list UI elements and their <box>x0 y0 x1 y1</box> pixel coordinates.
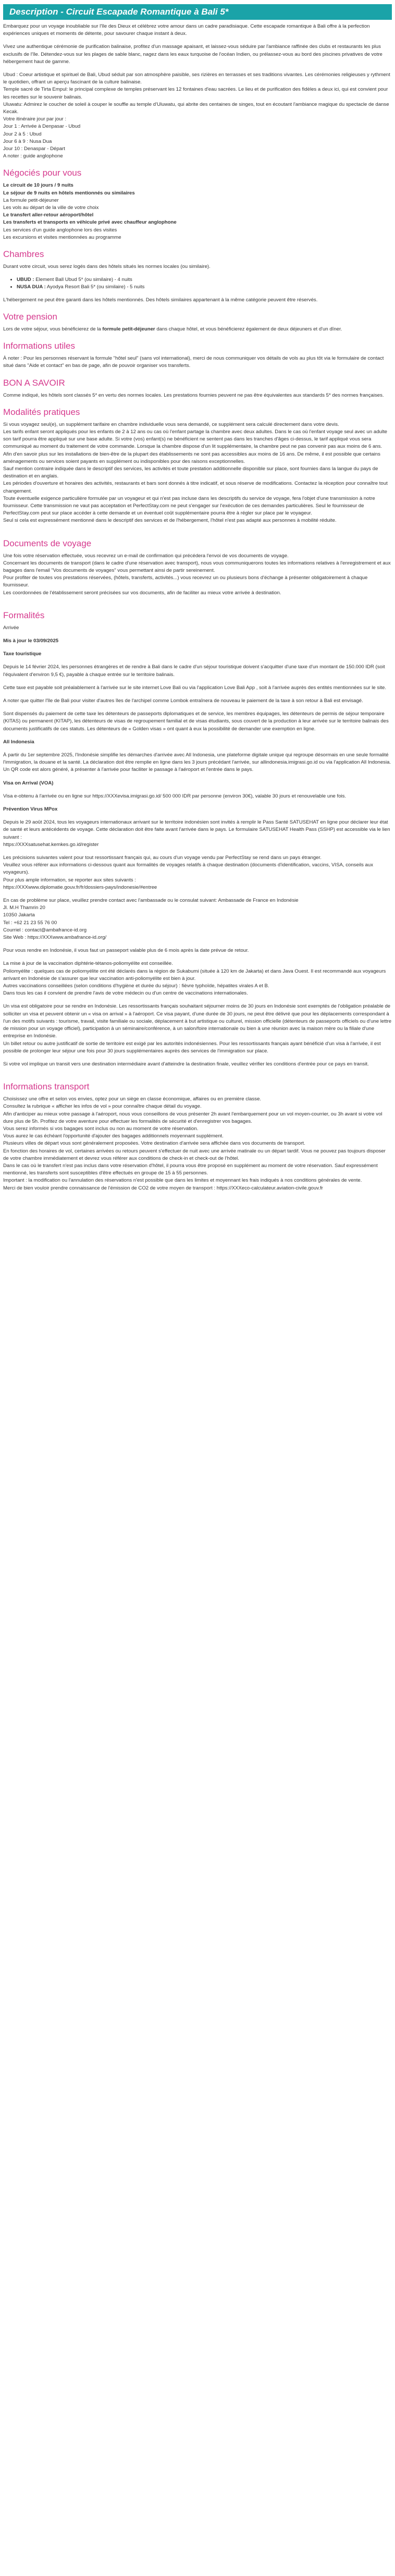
documents-heading: Documents de voyage <box>3 538 92 548</box>
itinerary-day-6-9: Jour 6 à 9 : Nusa Dua <box>3 138 52 144</box>
formalites-paragraph: Un visa est obligatoire pour se rendre en Indonésie. Les ressortissants français souhaitant séjourner moins de 30 jours en Indonésie sont exemptés de l'obligation préalable de solliciter un visa et peuvent obtenir un « visa on arrival » à l'aéroport. Ce visa payant, d'une durée de 30 jours, ne peut être délivré que pour les déplacements correspondant à l'un des motifs suivants : tourisme, travail, visite familiale ou sociale, déplacement à but artistique ou culturel, mission officielle (détenteurs de passeports officiels ou d'une lettre de mission pour un voyage officiel), participation à un séminaire/conférence, à un salon/foire internationale ou bien à une réunion avec la maison mère ou la filiale d'une entreprise en Indonésie. <box>3 1003 392 1039</box>
included-item: Le séjour de 9 nuits en hôtels mentionnés ou similaires <box>3 190 135 196</box>
modalites-paragraph: Seul si cela est expressément mentionné dans le descriptif des services et de l'hébergement, l'hôtel n'est pas adapté aux personnes à mobilité réduite. <box>3 518 337 524</box>
mpox-title <box>3 806 392 813</box>
chambres-heading: Chambres <box>3 249 44 260</box>
modalites-paragraphs <box>3 421 392 531</box>
page-title: Description - Circuit Escapade Romantique à Bali 5* <box>3 4 392 20</box>
transport-paragraph: Important : la modification ou l'annulation des réservations n'est possible que dans les limites et moyennant les frais indiqués à nos conditions générales de vente. <box>3 1177 362 1184</box>
formalites-paragraph: Autres vaccinations conseillées (selon conditions d'hygiène et durée du séjour) : fièvre typhoïde, hépatites virales A et B. <box>3 983 269 989</box>
formalites-heading: Formalités <box>3 610 45 620</box>
chambres-section <box>3 249 392 304</box>
taxe-paragraph: A noter que quitter l'île de Bali pour visiter d'autres îles de l'archipel comme Lombok entraînera de nouveau le paiement de la taxe à son retour à Bali est envisagé. <box>3 697 363 704</box>
taxe-paragraph: Sont dispensés du paiement de cette taxe les détenteurs de passeports diplomatiques et de service, les membres équipages, les détenteurs de permis de séjour temporaire (KITAS) ou permanent (KITAP), les détenteurs de visas de regroupement familial et de visas étudiants, sous couvert de la production à leur arrivée sur le territoire balinais des documents justificatifs de ces statuts. Les détenteurs de « Golden visas » ont quant à eux la possibilité de demander une exemption en ligne. <box>3 711 389 732</box>
intro-tirta-empul: Temple sacré de Tirta Empul: le principal complexe de temples préservant les 12 fontaines d'eau sacrées. Le lieu et de purification des fidèles a deux ici, qui est convient pour les recettes sur le souvenir balinais. <box>3 87 388 100</box>
formalites-paragraph: Pour plus ample information, se reporter aux sites suivants : <box>3 877 136 883</box>
pension-text <box>3 326 392 333</box>
guide-note: A noter : guide anglophone <box>3 153 63 160</box>
modalites-paragraph: Afin d'en savoir plus sur les installations de bien-être de la plupart des établissements ne sont pas accessibles aux moins de 16 ans. De même, il est possible que certains aménagements ou services soient payants en supplément ou indisponibles pour des raisons exceptionnelles. <box>3 451 380 464</box>
intro-paragraph-1: Embarquez pour un voyage inoubliable sur l'île des Dieux et célébrez votre amour dans un cadre paradisiaque. Cette escapade romantique à Bali offre à la perfection expériences uniques et moments de détente, pour savourer chaque instant à deux. <box>3 23 370 37</box>
negocie-section <box>3 167 392 241</box>
intro-uluwatu: Uluwatu: Admirez le coucher de soleil à couper le souffle au temple d'Uluwatu, qui abrite des centaines de singes, tout en écoutant l'ambiance magique du spectacle de danse Kecak. <box>3 101 389 115</box>
included-item: La formule petit-déjeuner <box>3 197 59 203</box>
pension-text-before: Lors de votre séjour, vous bénéficierez de la <box>3 326 103 332</box>
documents-section <box>3 538 392 603</box>
taxe-title-text: Taxe touristique <box>3 651 42 657</box>
included-item: Les transferts et transports en véhicule privé avec chauffeur anglophone <box>3 219 177 226</box>
modalites-paragraph: Les tarifs enfant seront appliqués pour les enfants de 2 à 12 ans ou cas où l'enfant partage la chambre avec deux adultes. Dans le cas où l'enfant voyage seul avec un adulte son tarif pourra être appliqué sur une base adulte. Si votre (vos) enfant(s) ne bénéficient ne sentent pas dans les tranches d'âges ci-dessus, le tarif appliqué vous sera communiqué au moment du traitement de votre commande. Lorsque la chambre dispose d'un lit supplémentaire, la chambre peut ne pas convenir pas aux moins de 6 ans. <box>3 428 387 450</box>
transport-paragraph: Vous aurez le cas échéant l'opportunité d'ajouter des bagages additionnels moyennant supplément. <box>3 1133 224 1139</box>
formalites-paragraph: Jl. M.H Thamrin 20 <box>3 905 45 911</box>
update-date-text: Mis à jour le 03/09/2025 <box>3 637 59 644</box>
spacer <box>3 941 392 947</box>
transport-paragraph: En fonction des horaires de vol, certaines arrivées ou retours peuvent s'effectuer de nuit avec une arrivée matinale ou un départ tardif. Vous ne pouvez pas toujours disposer de votre chambre immédiatement et devrez vous référer aux conditions de check-in et check-out de l'hôtel. <box>3 1148 386 1161</box>
bon-a-savoir-text: Comme indiqué, les hôtels sont classés 5* en vertu des normes locales. Les prestations fournies peuvent ne pas être équivalentes aux standards 5* des normes françaises. <box>3 392 384 398</box>
formalites-section <box>3 610 392 1074</box>
pension-section <box>3 311 392 333</box>
formalites-paragraph: Veuillez vous référer aux informations ci-dessous quant aux formalités de voyages relatifs à chaque destination (documents d'identification, vaccins, VISA, conseils aux voyageurs). <box>3 862 374 876</box>
hotel-list <box>3 276 392 291</box>
formalites-paragraph: Dans tous les cas il convient de prendre l'avis de votre médecin ou d'un centre de vaccinations internationales. <box>3 990 248 997</box>
transport-paragraph: Choisissez une offre et selon vos envies, optez pour un siège en classe économique, affaires ou en première classe. <box>3 1096 262 1102</box>
transport-paragraph: Consultez la rubrique « afficher les infos de vol » pour connaître chaque détail du voyage. <box>3 1103 202 1110</box>
included-item: Les vols au départ de la ville de votre choix <box>3 205 99 211</box>
documents-paragraphs <box>3 553 392 603</box>
spacer <box>3 525 392 531</box>
product-description-page <box>0 0 395 1203</box>
documents-paragraph: Les coordonnées de l'établissement seront précisées sur vos documents, afin de faciliter au mieux votre arrivée à destination. <box>3 590 281 596</box>
chambres-note: L'hébergement ne peut être garanti dans les hôtels mentionnés. Des hôtels similaires appartenant à la même catégorie peuvent être réservés. <box>3 297 318 303</box>
hotel-item-ubud <box>17 276 392 284</box>
formalites-paragraph: Site Web : https://XXXwww.ambafrance-id.org/ <box>3 935 107 941</box>
itinerary-day-10: Jour 10 : Denaspar - Départ <box>3 146 65 152</box>
formalites-paragraph: Tel : +62 21 23 55 76 00 <box>3 919 57 926</box>
bon-a-savoir-heading: BON A SAVOIR <box>3 377 65 388</box>
formalites-paragraph: Poliomyélite : quelques cas de poliomyélite ont été déclarés dans la région de Sukabumi (située à 120 km de Jakarta) et dans Java Ouest. Il est recommandé aux voyageurs arrivant en Indonésie de s'assurer que leur vaccination anti-poliomyélite est bien à jour. <box>3 968 386 982</box>
chambres-lead: Durant votre circuit, vous serez logés dans des hôtels situés les normes locales (ou similaire). <box>3 264 211 270</box>
hotel-name: Element Ball Ubud 5* (ou similaire) - 4 nuits <box>34 277 132 283</box>
hotel-item-nusa-dua <box>17 284 392 291</box>
formalites-paragraph: Pour vous rendre en Indonésie, il vous faut un passeport valable plus de 6 mois après la date prévue de retour. <box>3 948 249 954</box>
modalites-section <box>3 407 392 531</box>
spacer <box>3 1192 392 1198</box>
infos-utiles-section <box>3 340 392 370</box>
all-indonesia-paragraphs <box>3 752 392 774</box>
included-item: Le circuit de 10 jours / 9 nuits <box>3 182 73 189</box>
pension-text-after: dans chaque hôtel, et vous bénéficierez également de deux déjeuners et d'un dîner. <box>155 326 342 332</box>
infos-utiles-text: À noter : Pour les personnes réservant la formule "hôtel seul" (sans vol international), merci de nous communiquer vos détails de vols au plus tôt via le formulaire de contact situé dans "Aide et contact" en bas de page, afin de pouvoir organiser vos transferts. <box>3 355 384 369</box>
modalites-paragraph: Si vous voyagez seul(e), un supplément tarifaire en chambre individuelle vous sera demandé, ce supplément sera calculé directement dans votre devis. <box>3 421 339 427</box>
spacer <box>3 849 392 854</box>
formalites-paragraph: Si votre vol implique un transit vers une destination intermédiaire avant d'atteindre la destination finale, veuillez vérifier les conditions d'entrée pour ce pays en transit. <box>3 1061 369 1067</box>
itinerary-day-2-5: Jour 2 à 5 : Ubud <box>3 131 42 137</box>
all-indonesia-title-text: All Indonesia <box>3 739 34 745</box>
voa-paragraphs <box>3 793 392 800</box>
formalites-paragraph: Courriel : contact@ambafrance-id.org <box>3 927 87 933</box>
transport-paragraph: Dans le cas où le transfert n'est pas inclus dans votre réservation d'hôtel, il pourra vous être proposé en supplément au moment de votre réservation. Sauf expressément mentionné, les transferts sont susceptibles d'être effectués en groupe de 15 à 55 personnes. <box>3 1162 378 1176</box>
infos-utiles-heading: Informations utiles <box>3 341 75 351</box>
itinerary-day-1: Jour 1 : Arrivée à Denpasar - Ubud <box>3 124 81 130</box>
included-item: Les excursions et visites mentionnées au programme <box>3 234 121 240</box>
documents-paragraph: Concernant les documents de transport (dans le cadre d'une réservation avec transport), nous vous communiquerons toutes les informations relatives à l'enregistrement et aux bagages dans l'email "Vos documents de voyages" vous permettant ainsi de partir sereinement. <box>3 560 391 573</box>
all-indonesia-paragraph: À partir du 1er septembre 2025, l'Indonésie simplifie les démarches d'arrivée avec All Indonesia, une plateforme digitale unique qui regroupe désormais en une seule formalité l'immigration, la douane et la santé. La déclaration doit être remplie en ligne dans les 3 jours précédant l'arrivée, sur allindonesia.imigrasi.go.id ou via l'application All Indonesia. Un QR code est alors généré, à présenter à l'arrivée pour faciliter le passage à l'aéroport et l'entrée dans le pays. <box>3 752 391 773</box>
transport-heading: Informations transport <box>3 1082 90 1092</box>
formalites-paragraph: 10350 Jakarta <box>3 912 35 918</box>
bon-a-savoir-section <box>3 377 392 399</box>
spacer <box>3 954 392 960</box>
formalites-paragraph: Depuis le 29 août 2024, tous les voyageurs internationaux arrivant sur le territoire indonésien sont invités à remplir le Pass Santé SATUSEHAT en ligne pour déclarer leur état de santé et leurs antécédents de voyage. Cette déclaration doit être faite avant l'arrivée dans le pays. Le formulaire SATUSEHAT Health Pass (SSHP) est accessible via le lien suivant : <box>3 819 390 840</box>
taxe-paragraphs <box>3 664 392 732</box>
formalites-paragraph: https://XXXsatusehat.kemkes.go.id/register <box>3 841 99 848</box>
included-item: Les services d'un guide anglophone lors des visites <box>3 227 117 233</box>
mpox-paragraphs <box>3 819 392 1074</box>
taxe-paragraph: Cette taxe est payable soit préalablement à l'arrivée sur le site internet Love Bali ou via l'application Love Bali App , soit à l'arrivée auprès des entités mentionnées sur le site. <box>3 684 387 691</box>
formalites-update-date <box>3 637 392 645</box>
itinerary-label: Votre itinéraire jour par jour : <box>3 116 67 122</box>
taxe-paragraph: Depuis le 14 février 2024, les personnes étrangères et de rendre à Bali dans le cadre d'un séjour touristique doivent s'acquitter d'une taxe d'un montant de 150.000 IDR (soit l'équivalent d'environ 9,5 €), payable à chaque entrée sur le territoire balinais. <box>3 664 385 678</box>
transport-paragraph: Merci de bien vouloir prendre connaissance de l'émission de CO2 de votre moyen de transport : https://XXXeco-calculateur.aviation-civile.gouv.fr <box>3 1185 323 1191</box>
formalites-paragraph: Un billet retour ou autre justificatif de sortie de territoire est exigé par les autorités indonésiennes. Pour les ressortissants français ayant bénéficié d'un visa à l'arrivée, il est possible de prolonger leur séjour une fois pour 30 jours supplémentaires auprès des services de l'immigration sur place. <box>3 1040 381 1054</box>
transport-section <box>3 1081 392 1198</box>
formalites-arrivee: Arrivée <box>3 624 19 631</box>
negocie-list <box>3 182 392 241</box>
modalites-paragraph: Sauf mention contraire indiquée dans le descriptif des services, les activités et toute prestation additionnelle disponible sur place, sont fournies dans la langue du pays de destination et en anglais. <box>3 465 378 480</box>
negocie-heading: Négociés pour vous <box>3 168 82 178</box>
pension-heading: Votre pension <box>3 311 57 322</box>
pension-formula: formule petit-déjeuner <box>102 326 155 332</box>
intro-ubud <box>3 71 392 160</box>
transport-paragraph: Vous serez informés si vos bagages sont inclus ou non au moment de votre réservation. <box>3 1125 199 1132</box>
voa-title-text: Visa on Arrival (VOA) <box>3 780 54 786</box>
voa-paragraph: Visa e-obtenu à l'arrivée ou en ligne sur https://XXXevisa.imigrasi.go.id/ 500 000 IDR par personne (environ 30€), valable 30 jours et renouvelable une fois. <box>3 793 347 799</box>
formalites-paragraph: En cas de problème sur place, veuillez prendre contact avec l'ambassade ou le consulat suivant: Ambassade de France en Indonésie <box>3 898 299 904</box>
all-indonesia-title <box>3 739 392 746</box>
documents-paragraph: Une fois votre réservation effectuée, vous recevrez un e-mail de confirmation qui précédera l'envoi de vos documents de voyage. <box>3 553 289 559</box>
included-item: Le transfert aller-retour aéroport/hôtel <box>3 212 94 218</box>
spacer <box>3 597 392 603</box>
intro-ubud-text: Ubud : Coeur artistique et spirituel de Bali, Ubud séduit par son atmosphère paisible, ses rizières en terrasses et ses traditions vivantes. Les cérémonies religieuses y rythment le quotidien, offrant un aperçu fascinant de la culture balinaise. <box>3 72 390 85</box>
intro-paragraph-2: Vivez une authentique cérémonie de purification balinaise, profitez d'un massage apaisant, et laissez-vous séduire par l'ambiance raffinée des clubs et restaurants les plus exclusifs de l'île. Détendez-vous sur les plages de sable blanc, nagez dans les eaux turquoise de l'océan Indien, ou prélassez-vous au bord des piscines privatives de votre hébergement haut de gamme. <box>3 44 382 65</box>
voa-title <box>3 780 392 787</box>
formalites-paragraph: https://XXXwww.diplomatie.gouv.fr/fr/dossiers-pays/indonesie/#entree <box>3 884 157 890</box>
documents-paragraph: Pour profiter de toutes vos prestations réservées, (hôtels, transferts, activités...) vous recevrez un ou plusieurs bons d'échange à présenter obligatoirement à chaque fournisseur. <box>3 575 368 588</box>
hotel-location: UBUD : <box>17 277 34 283</box>
hotel-name: Ayodya Resort Bali 5* (ou similaire) - 5 nuits <box>45 284 145 290</box>
modalites-heading: Modalités pratiques <box>3 407 80 417</box>
spacer <box>3 997 392 1003</box>
taxe-title <box>3 651 392 658</box>
spacer <box>3 891 392 897</box>
hotel-location: NUSA DUA : <box>17 284 46 290</box>
transport-paragraph: Afin d'anticiper au mieux votre passage à l'aéroport, nous vous conseillons de vous présenter 2h avant l'embarquement pour un vol moyen-courrier, ou 3h avant si votre vol dure plus de 5h. Profitez de votre aventure pour effectuer les formalités de sécurité et d'enregistrer vos bagages. <box>3 1111 382 1124</box>
modalites-paragraph: Toute éventuelle exigence particulière formulée par un voyageur et qui n'est pas incluse dans les descriptifs du service de voyage, fera l'objet d'une transmission à notre fournisseur. Cette transmission ne vaut pas acceptation et PerfectStay.com ne peut s'engager sur l'exécution de ces demandes particulières. Seul le fournisseur de PerfectStay.com peut sur place accéder à cette demande et un éventuel coût supplémentaire pourra être à régler sur place par le voyageur. <box>3 495 375 517</box>
transport-paragraphs <box>3 1096 392 1198</box>
transport-paragraph: Plusieurs villes de départ vous sont généralement proposées. Votre destination d'arrivée sera affichée dans vos documents de transport. <box>3 1140 305 1147</box>
spacer <box>3 1055 392 1061</box>
spacer <box>3 1068 392 1074</box>
intro-section <box>3 23 392 160</box>
formalites-paragraph: La mise à jour de la vaccination diphtérie-tétanos-poliomyélite est conseillée. <box>3 961 173 967</box>
mpox-title-text: Prévention Virus MPox <box>3 806 58 813</box>
modalites-paragraph: Les périodes d'ouverture et horaires des activités, restaurants et bars sont donnés à titre indicatif, et sous réserve de modifications. Contactez la réception pour connaître tout changement. <box>3 481 388 494</box>
formalites-paragraph: Les précisions suivantes valent pour tout ressortissant français qui, au cours d'un voyage vendu par PerfectStay se rend dans un pays étranger. <box>3 855 322 861</box>
